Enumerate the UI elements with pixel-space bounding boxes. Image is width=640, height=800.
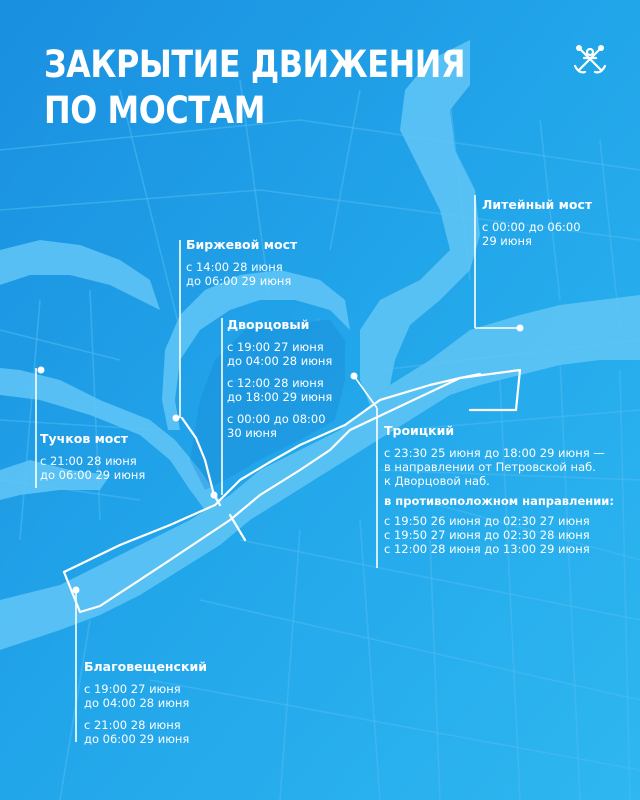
marker-blagoveshchensky (73, 587, 80, 594)
time-line: с 19:00 27 июня (84, 682, 181, 696)
time-line: с 23:30 25 июня до 18:00 29 июня — (384, 446, 605, 460)
opposite-direction-label: в противоположном направлении: (384, 494, 614, 508)
time-line: с 00:00 до 08:00 (227, 412, 326, 426)
marker-birzhevoy (173, 415, 180, 422)
time-line: с 14:00 28 июня (186, 260, 283, 274)
time-line: с 12:00 28 июня (227, 376, 324, 390)
label-troitsky (384, 424, 614, 556)
label-birzhevoy (186, 238, 297, 288)
crossed-anchors-icon (571, 40, 609, 78)
time-line: с 19:50 27 июня до 02:30 28 июня (384, 528, 590, 542)
marker-tuchkov (38, 367, 45, 374)
page-title (44, 42, 465, 134)
time-line: с 19:00 27 июня (227, 340, 324, 354)
bridge-name: Литейный мост (482, 197, 593, 212)
time-line: до 04:00 28 июня (227, 354, 333, 368)
marker-liteyny (517, 325, 524, 332)
time-line: с 21:00 28 июня (40, 454, 137, 468)
time-line: до 18:00 29 июня (227, 390, 333, 404)
time-line: 29 июня (482, 234, 532, 248)
time-line: с 21:00 28 июня (84, 718, 181, 732)
bridge-name: Дворцовый (227, 317, 310, 332)
time-line: до 06:00 29 июня (40, 468, 146, 482)
time-line: к Дворцовой наб. (384, 474, 490, 488)
time-line: до 04:00 28 июня (84, 696, 190, 710)
page-title-line-1: ЗАКРЫТИЕ ДВИЖЕНИЯ (44, 43, 466, 86)
time-line: до 06:00 29 июня (186, 274, 292, 288)
time-line: 30 июня (227, 426, 277, 440)
marker-troitsky (351, 373, 358, 380)
time-line: до 06:00 29 июня (84, 732, 190, 746)
label-blagoveshchensky (84, 660, 207, 746)
bridge-name: Биржевой мост (186, 237, 298, 252)
marker-dvortsovy (211, 492, 218, 499)
page-title-line-2: ПО МОСТАМ (44, 89, 265, 132)
bridge-name: Тучков мост (40, 431, 129, 446)
label-dvortsovy (227, 318, 332, 440)
time-line: с 00:00 до 06:00 (482, 220, 581, 234)
label-tuchkov (40, 432, 145, 482)
time-line: с 12:00 28 июня до 13:00 29 июня (384, 542, 590, 556)
time-line: в направлении от Петровской наб. (384, 460, 596, 474)
time-line: с 19:50 26 июня до 02:30 27 июня (384, 514, 590, 528)
bridge-name: Троицкий (384, 423, 455, 438)
bridge-name: Благовещенский (84, 659, 207, 674)
label-liteyny (482, 198, 592, 248)
